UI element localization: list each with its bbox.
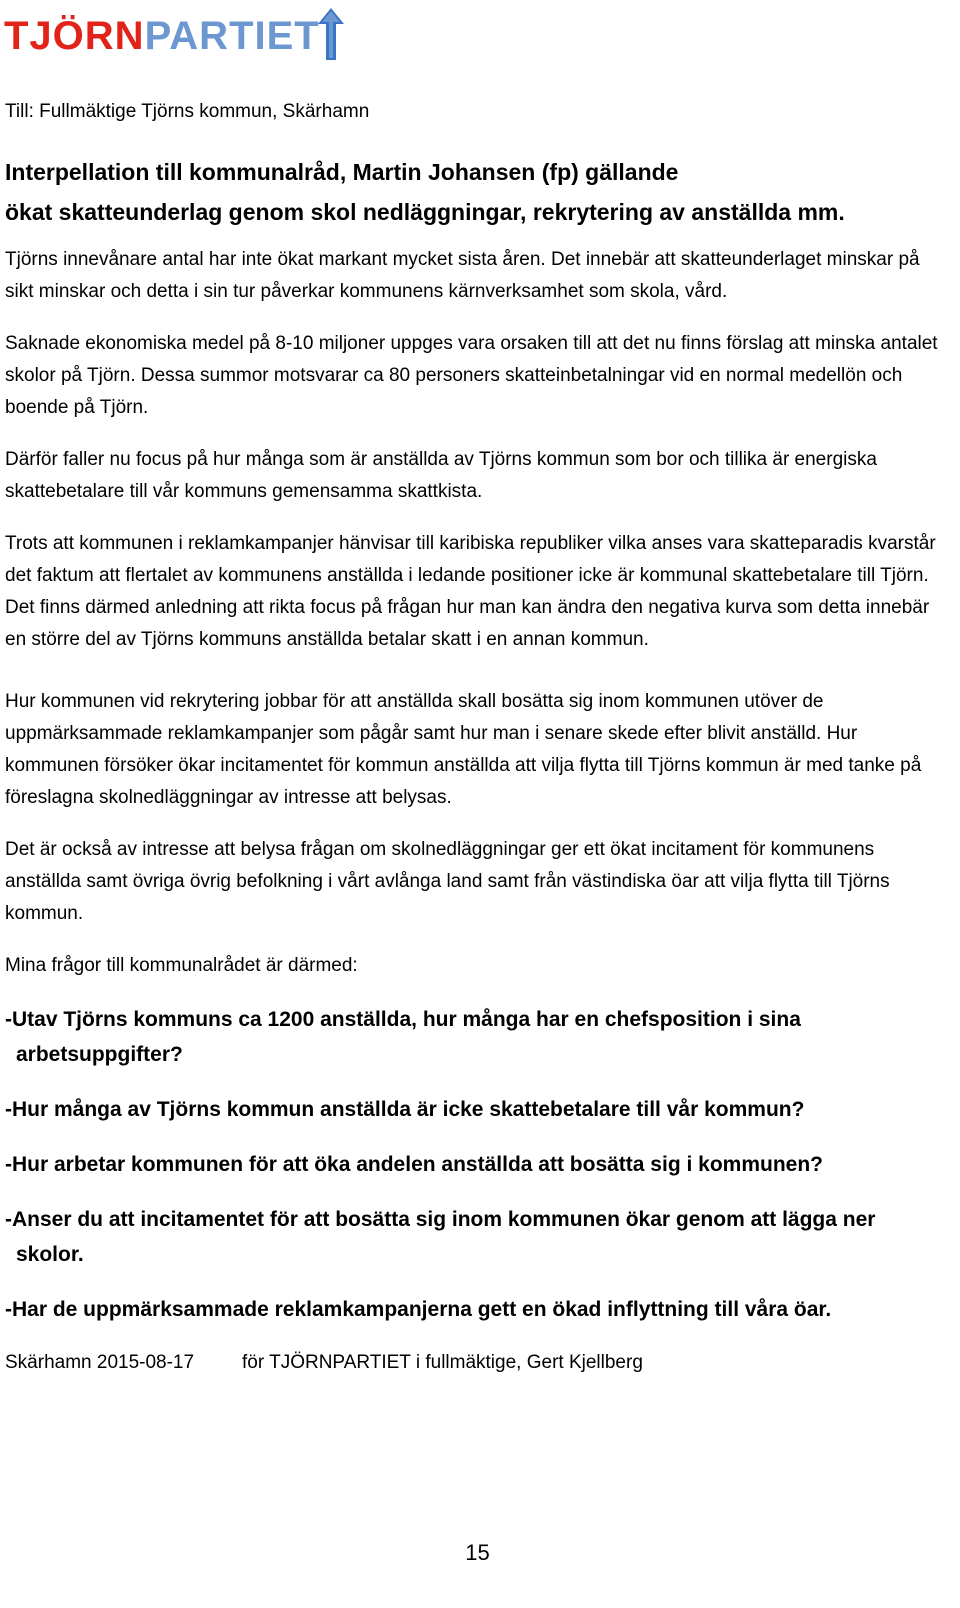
paragraph-1: Tjörns innevånare antal har inte ökat markant mycket sista åren. Det innebär att skatteunderlaget minskar på sikt minskar och detta i sin tur påverkar kommunens kärnverksamhet som skola, vård.	[5, 249, 920, 302]
question-5: -Har de uppmärksammade reklamkampanjerna gett en ökad inflyttning till våra öar.	[5, 1298, 832, 1321]
question-1: -Utav Tjörns kommuns ca 1200 anställda, hur många har en chefsposition i sina arbetsuppgifter?	[5, 1008, 801, 1066]
logo-text-red: TJÖRN	[4, 14, 145, 58]
logo-text-blue: PARTIET	[144, 14, 320, 58]
paragraph-8: Mina frågor till kommunalrådet är därmed:	[5, 955, 358, 976]
logo-text	[4, 12, 320, 60]
recipient-line: Till: Fullmäktige Tjörns kommun, Skärhamn	[5, 101, 370, 122]
party-logo	[4, 8, 344, 60]
question-4: -Anser du att incitamentet för att bosätta sig inom kommunen ökar genom att lägga ner skolor.	[5, 1208, 876, 1266]
document-title	[5, 152, 945, 232]
signature-place-date: Skärhamn 2015-08-17	[5, 1352, 195, 1373]
document-body	[5, 96, 945, 1379]
signature-line	[5, 1347, 945, 1379]
question-2: -Hur många av Tjörns kommun anställda är icke skattebetalare till vår kommun?	[5, 1098, 805, 1121]
paragraph-3: Därför faller nu focus på hur många som är anställda av Tjörns kommun som bor och tillika är energiska skattebetalare till vår kommuns gemensamma skattkista.	[5, 449, 877, 502]
page-number: 15	[465, 1540, 490, 1565]
paragraph-5: Det finns därmed anledning att rikta focus på frågan hur man kan ändra den negativa kurva som detta innebär en större del av Tjörns kommuns anställda betalar skatt i en annan kommun.	[5, 597, 930, 650]
paragraph-6: Hur kommunen vid rekrytering jobbar för att anställda skall bosätta sig inom kommunen utöver de uppmärksammade reklamkampanjer som pågår samt hur man i senare skede efter blivit anställd. Hur kommunen försöker ökar incitamentet för kommun anställda att vilja flytta till Tjörns kommun är med tanke på föreslagna skolnedläggningar av intresse att belysas.	[5, 691, 922, 808]
signature-signed-by: för TJÖRNPARTIET i fullmäktige, Gert Kjellberg	[242, 1352, 643, 1373]
up-arrow-icon	[318, 8, 344, 60]
paragraph-7: Det är också av intresse att belysa frågan om skolnedläggningar ger ett ökat incitament för kommunens anställda samt övriga övrig befolkning i vårt avlånga land samt från västindiska öar att vilja flytta till Tjörns kommun.	[5, 839, 890, 924]
title-line-2: ökat skatteunderlag genom skol nedläggningar, rekrytering av anställda mm.	[5, 199, 845, 225]
question-3: -Hur arbetar kommunen för att öka andelen anställda att bosätta sig i kommunen?	[5, 1153, 823, 1176]
title-line-1: Interpellation till kommunalråd, Martin Johansen (fp) gällande	[5, 159, 679, 185]
paragraph-2: Saknade ekonomiska medel på 8-10 miljoner uppges vara orsaken till att det nu finns förslag att minska antalet skolor på Tjörn. Dessa summor motsvarar ca 80 personers skatteinbetalningar vid en normal medellön och boende på Tjörn.	[5, 333, 938, 418]
paragraph-4: Trots att kommunen i reklamkampanjer hänvisar till karibiska republiker vilka anses vara skatteparadis kvarstår det faktum att flertalet av kommunens anställda i ledande positioner icke är kommunal skattebetalare till Tjörn.	[5, 533, 936, 586]
